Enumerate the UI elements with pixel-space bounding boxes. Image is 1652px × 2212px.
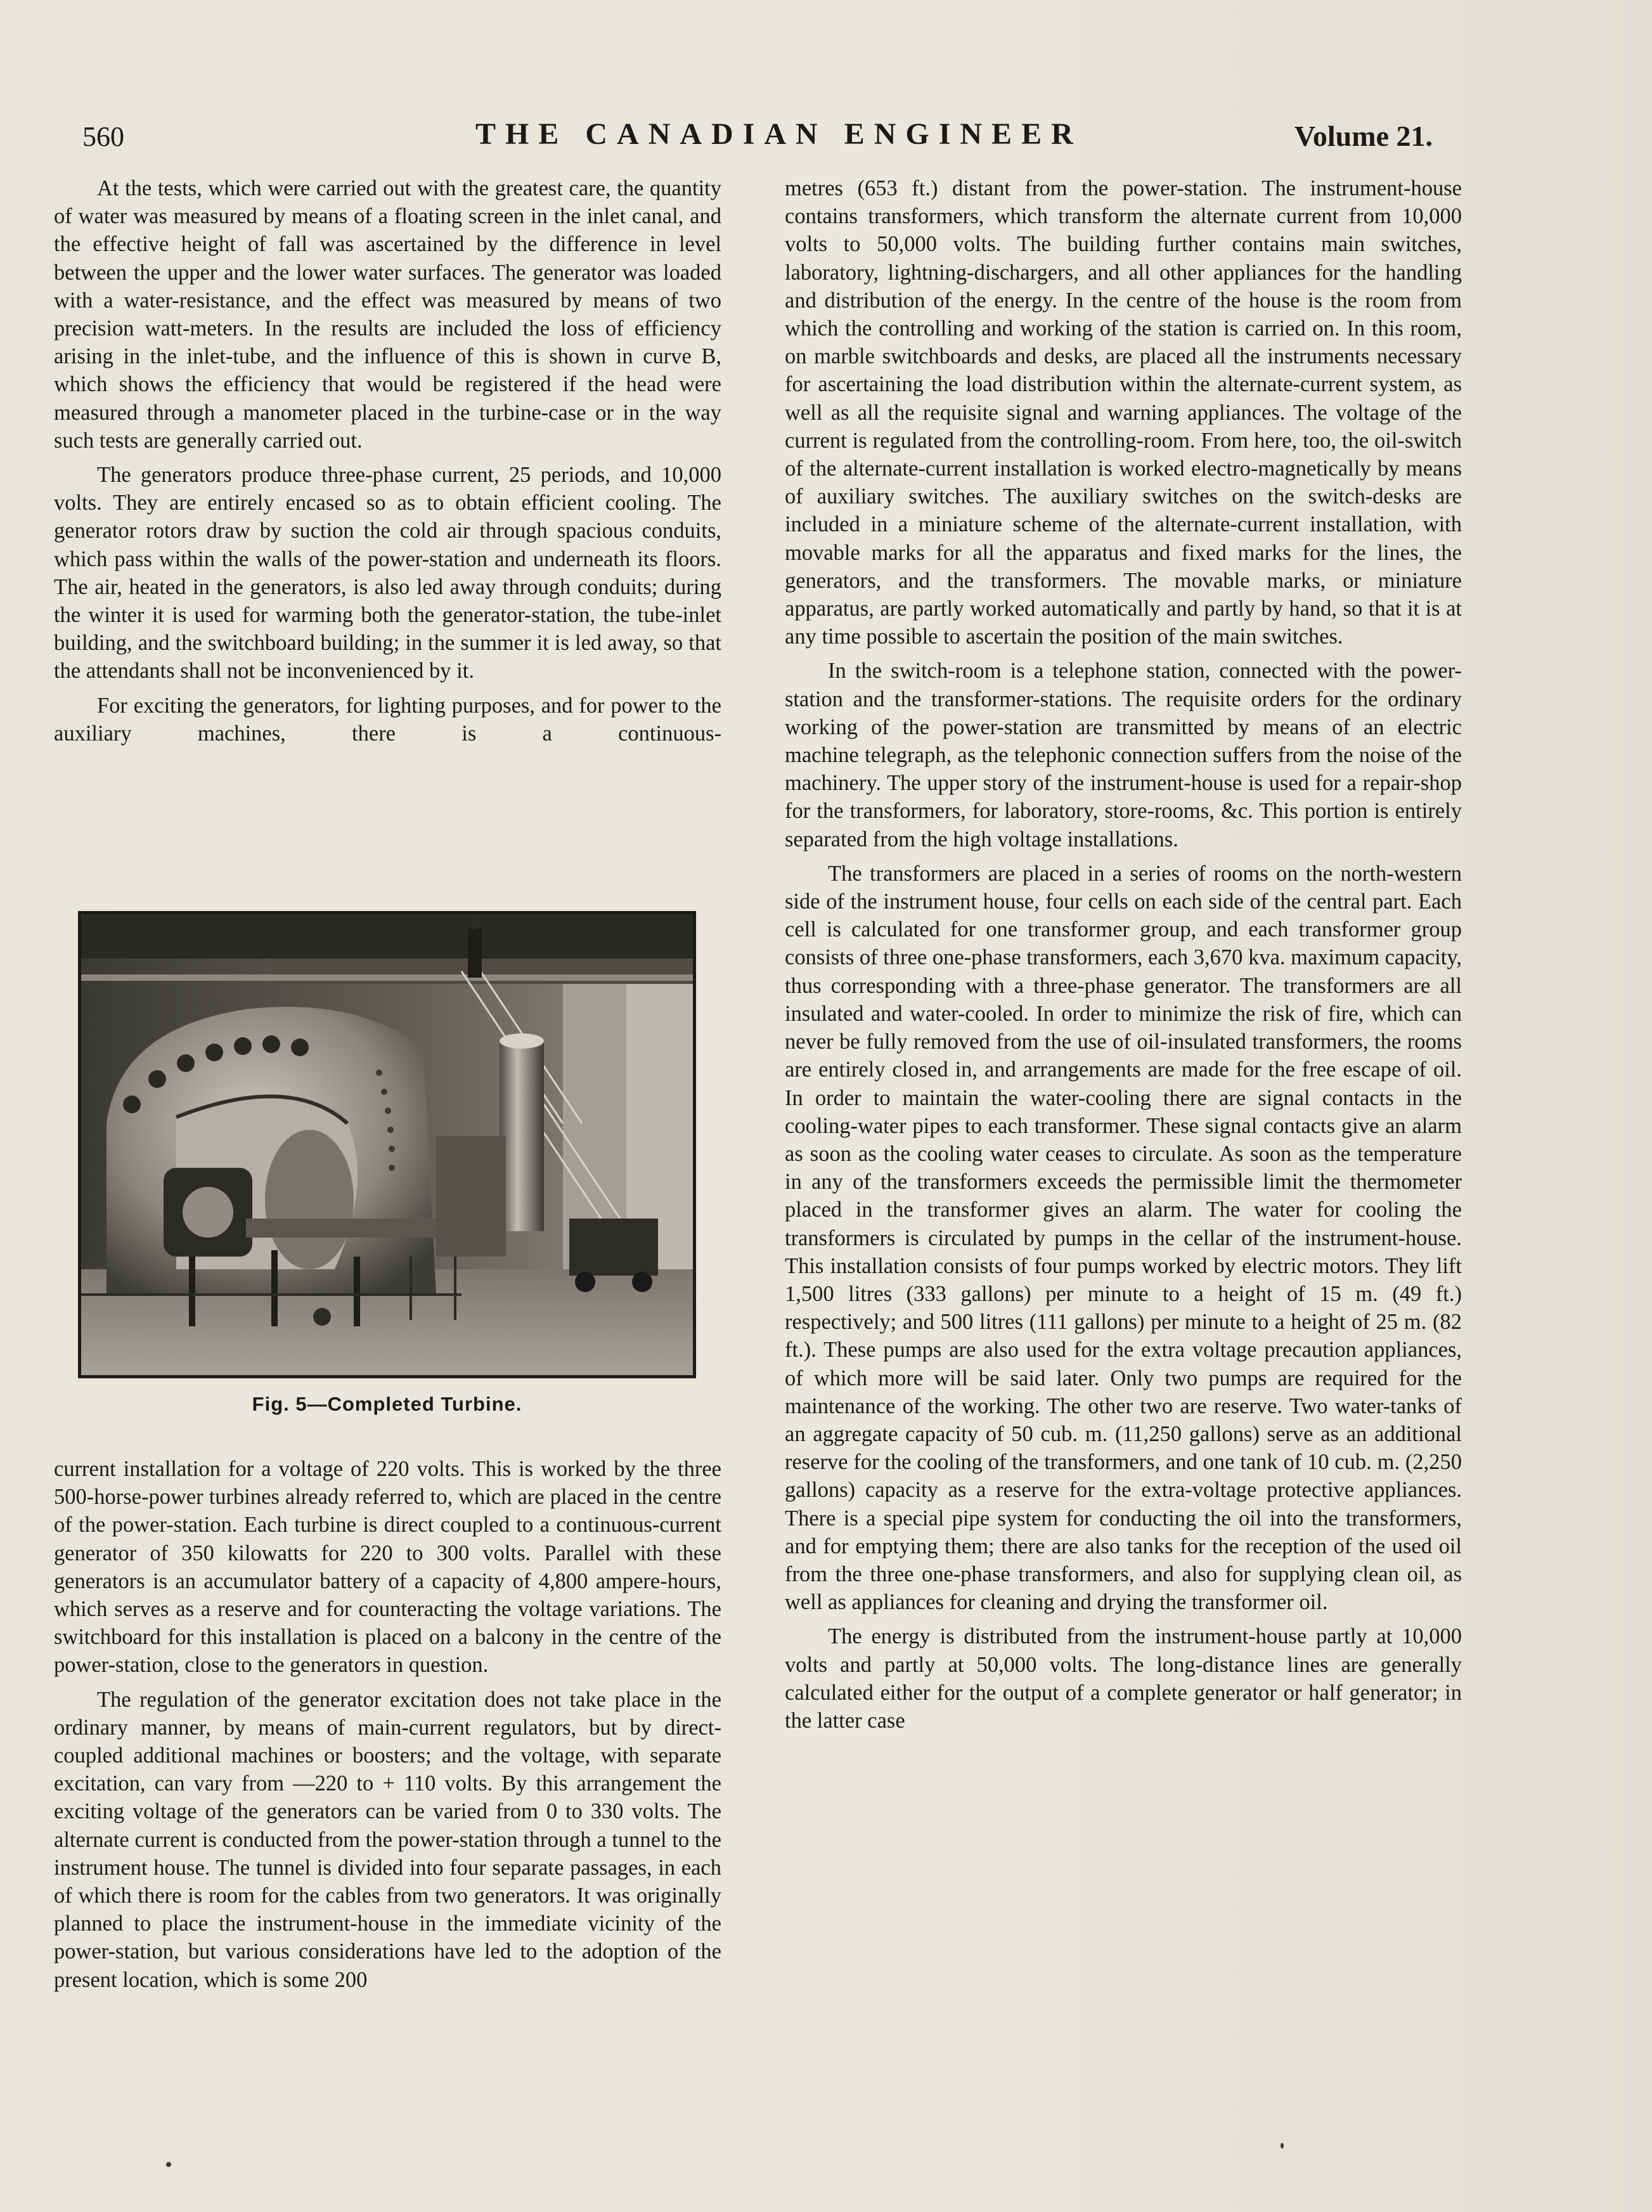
paragraph: The transformers are placed in a series of rooms on the north-western side of the instrument house, four cells on each side of the central part. Each cell is calculated for one transformer group, and each transformer group consists of three one-phase transformers, each 3,670 kva. maximum capacity, thus corresponding with a three-phase generator. The transformers are all insulated and water-cooled. In order to minimize the risk of fire, which can never be fully removed from the use of oil-insulated transformers, the rooms are entirely closed in, and arrangements are made for the free escape of oil. In order to maintain the water-cooling there are signal contacts in the cooling-water pipes to each transformer. These signal contacts give an alarm as soon as the cooling water ceases to circulate. As soon as the temperature in any of the transformers exceeds the permissible limit the thermometer placed in the transformer gives an alarm. The water for cooling the transformers is circulated by pumps in the cellar of the instrument-house. This installation consists of four pumps worked by electric motors. They lift 1,500 litres (333 gallons) per minute to a height of 15 m. (49 ft.) respectively; and 500 litres (111 gallons) per minute to a height of 25 m. (82 ft.). These pumps are also used for the extra voltage precaution appliances, of which more will be said later. Only two pumps are required for the maintenance of the working. The other two are reserve. Two water-tanks of an aggregate capacity of 50 cub. m. (11,250 gallons) serve as an additional reserve for the cooling of the transformers, and one tank of 10 cub. m. (2,250 gallons) capacity as a reserve for the extra-voltage protective appliances. There is a special pipe system for conducting the oil into the transformers, and for emptying them; there are also tanks for the reception of the used oil from the three one-phase transformers, and also for supplying clean oil, as well as appliances for cleaning and drying the transformer oil. [785, 861, 1462, 1615]
paragraph: For exciting the generators, for lighting purposes, and for power to the auxiliary machines, there is a continuous- [54, 693, 721, 746]
right-column [785, 174, 1462, 1735]
left-column-top [54, 174, 721, 747]
paragraph: The regulation of the generator excitation does not take place in the ordinary manner, by means of main-current regulators, but by direct-coupled additional machines or boosters; and the voltage, with separate excitation, can vary from —220 to + 110 volts. By this arrangement the exciting voltage of the generators can be varied from 0 to 330 volts. The alternate current is conducted from the power-station through a tunnel to the instrument house. The tunnel is divided into four separate passages, in each of which there is room for the cables from two generators. It was originally planned to place the instrument-house in the immediate vicinity of the power-station, but various considerations have led to the adoption of the present location, which is some 200 [54, 1687, 721, 1992]
paragraph: In the switch-room is a telephone station, connected with the power-station and the transformer-stations. The requisite orders for the ordinary working of the power-station are transmitted by means of an electric machine telegraph, as the telephonic connection suffers from the noise of the machinery. The upper story of the instrument-house is used for a repair-shop for the transformers, for laboratory, store-rooms, &c. This portion is entirely separated from the high voltage installations. [785, 659, 1462, 851]
print-speck [1281, 2143, 1284, 2149]
page-number: 560 [82, 121, 124, 152]
paragraph: metres (653 ft.) distant from the power-station. The instrument-house contains transformers, which transform the alternate current from 10,000 volts to 50,000 volts. The building further contains main switches, laboratory, lightning-dischargers, and all other appliances for the handling and distribution of the energy. In the centre of the house is the room from which the controlling and working of the station is carried on. In this room, on marble switchboards and desks, are placed all the instruments necessary for ascertaining the load distribution within the alternate-current system, as well as all the requisite signal and warning appliances. The voltage of the current is regulated from the controlling-room. From here, too, the oil-switch of the alternate-current installation is worked electro-magnetically by means of auxiliary switches. The auxiliary switches on the switch-desks are included in a miniature scheme of the alternate-current installation, with movable marks for all the apparatus and fixed marks for the lines, the generators, and the transformers. The movable marks, or miniature apparatus, are partly worked automatically and partly by hand, so that it is at any time possible to ascertain the position of the main switches. [785, 176, 1462, 649]
paragraph: At the tests, which were carried out with the greatest care, the quantity of water was measured by means of a floating screen in the inlet canal, and the effective height of fall was ascertained by the difference in level between the upper and the lower water surfaces. The generator was loaded with a water-resistance, and the effect was measured by means of two precision watt-meters. In the results are included the loss of efficiency arising in the inlet-tube, and the influence of this is shown in curve B, which shows the efficiency that would be registered if the head were measured through a manometer placed in the turbine-case or in the way such tests are generally carried out. [54, 176, 721, 453]
turbine-illustration [81, 914, 693, 1375]
print-speck [166, 2162, 171, 2167]
left-column-bottom [54, 1455, 721, 1994]
running-header [82, 114, 1433, 165]
paragraph: The energy is distributed from the instrument-house partly at 10,000 volts and partly at 50,000 volts. The long-distance lines are generally calculated either for the output of a complete generator or half generator; in the latter case [785, 1624, 1462, 1733]
paragraph: The generators produce three-phase current, 25 periods, and 10,000 volts. They are entirely encased so as to obtain efficient cooling. The generator rotors draw by suction the cold air through spacious conduits, which pass within the walls of the power-station and underneath its floors. The air, heated in the generators, is also led away through conduits; during the winter it is used for warming both the generator-station, the tube-inlet building, and the switchboard building; in the summer it is led away, so that the attendants shall not be inconvenienced by it. [54, 463, 721, 683]
volume-label: Volume 21. [1294, 120, 1433, 152]
figure-caption: Fig. 5—Completed Turbine. [252, 1393, 522, 1415]
journal-title: THE CANADIAN ENGINEER [475, 117, 1083, 151]
turbine-photograph [78, 911, 696, 1378]
paragraph: current installation for a voltage of 220 volts. This is worked by the three 500-horse-power turbines already referred to, which are placed in the centre of the power-station. Each turbine is direct coupled to a continuous-current generator of 350 kilowatts for 220 to 300 volts. Parallel with these generators is an accumulator battery of a capacity of 4,800 ampere-hours, which serves as a reserve and for counteracting the voltage variations. The switchboard for this installation is placed on a balcony in the centre of the power-station, close to the generators in question. [54, 1457, 721, 1678]
